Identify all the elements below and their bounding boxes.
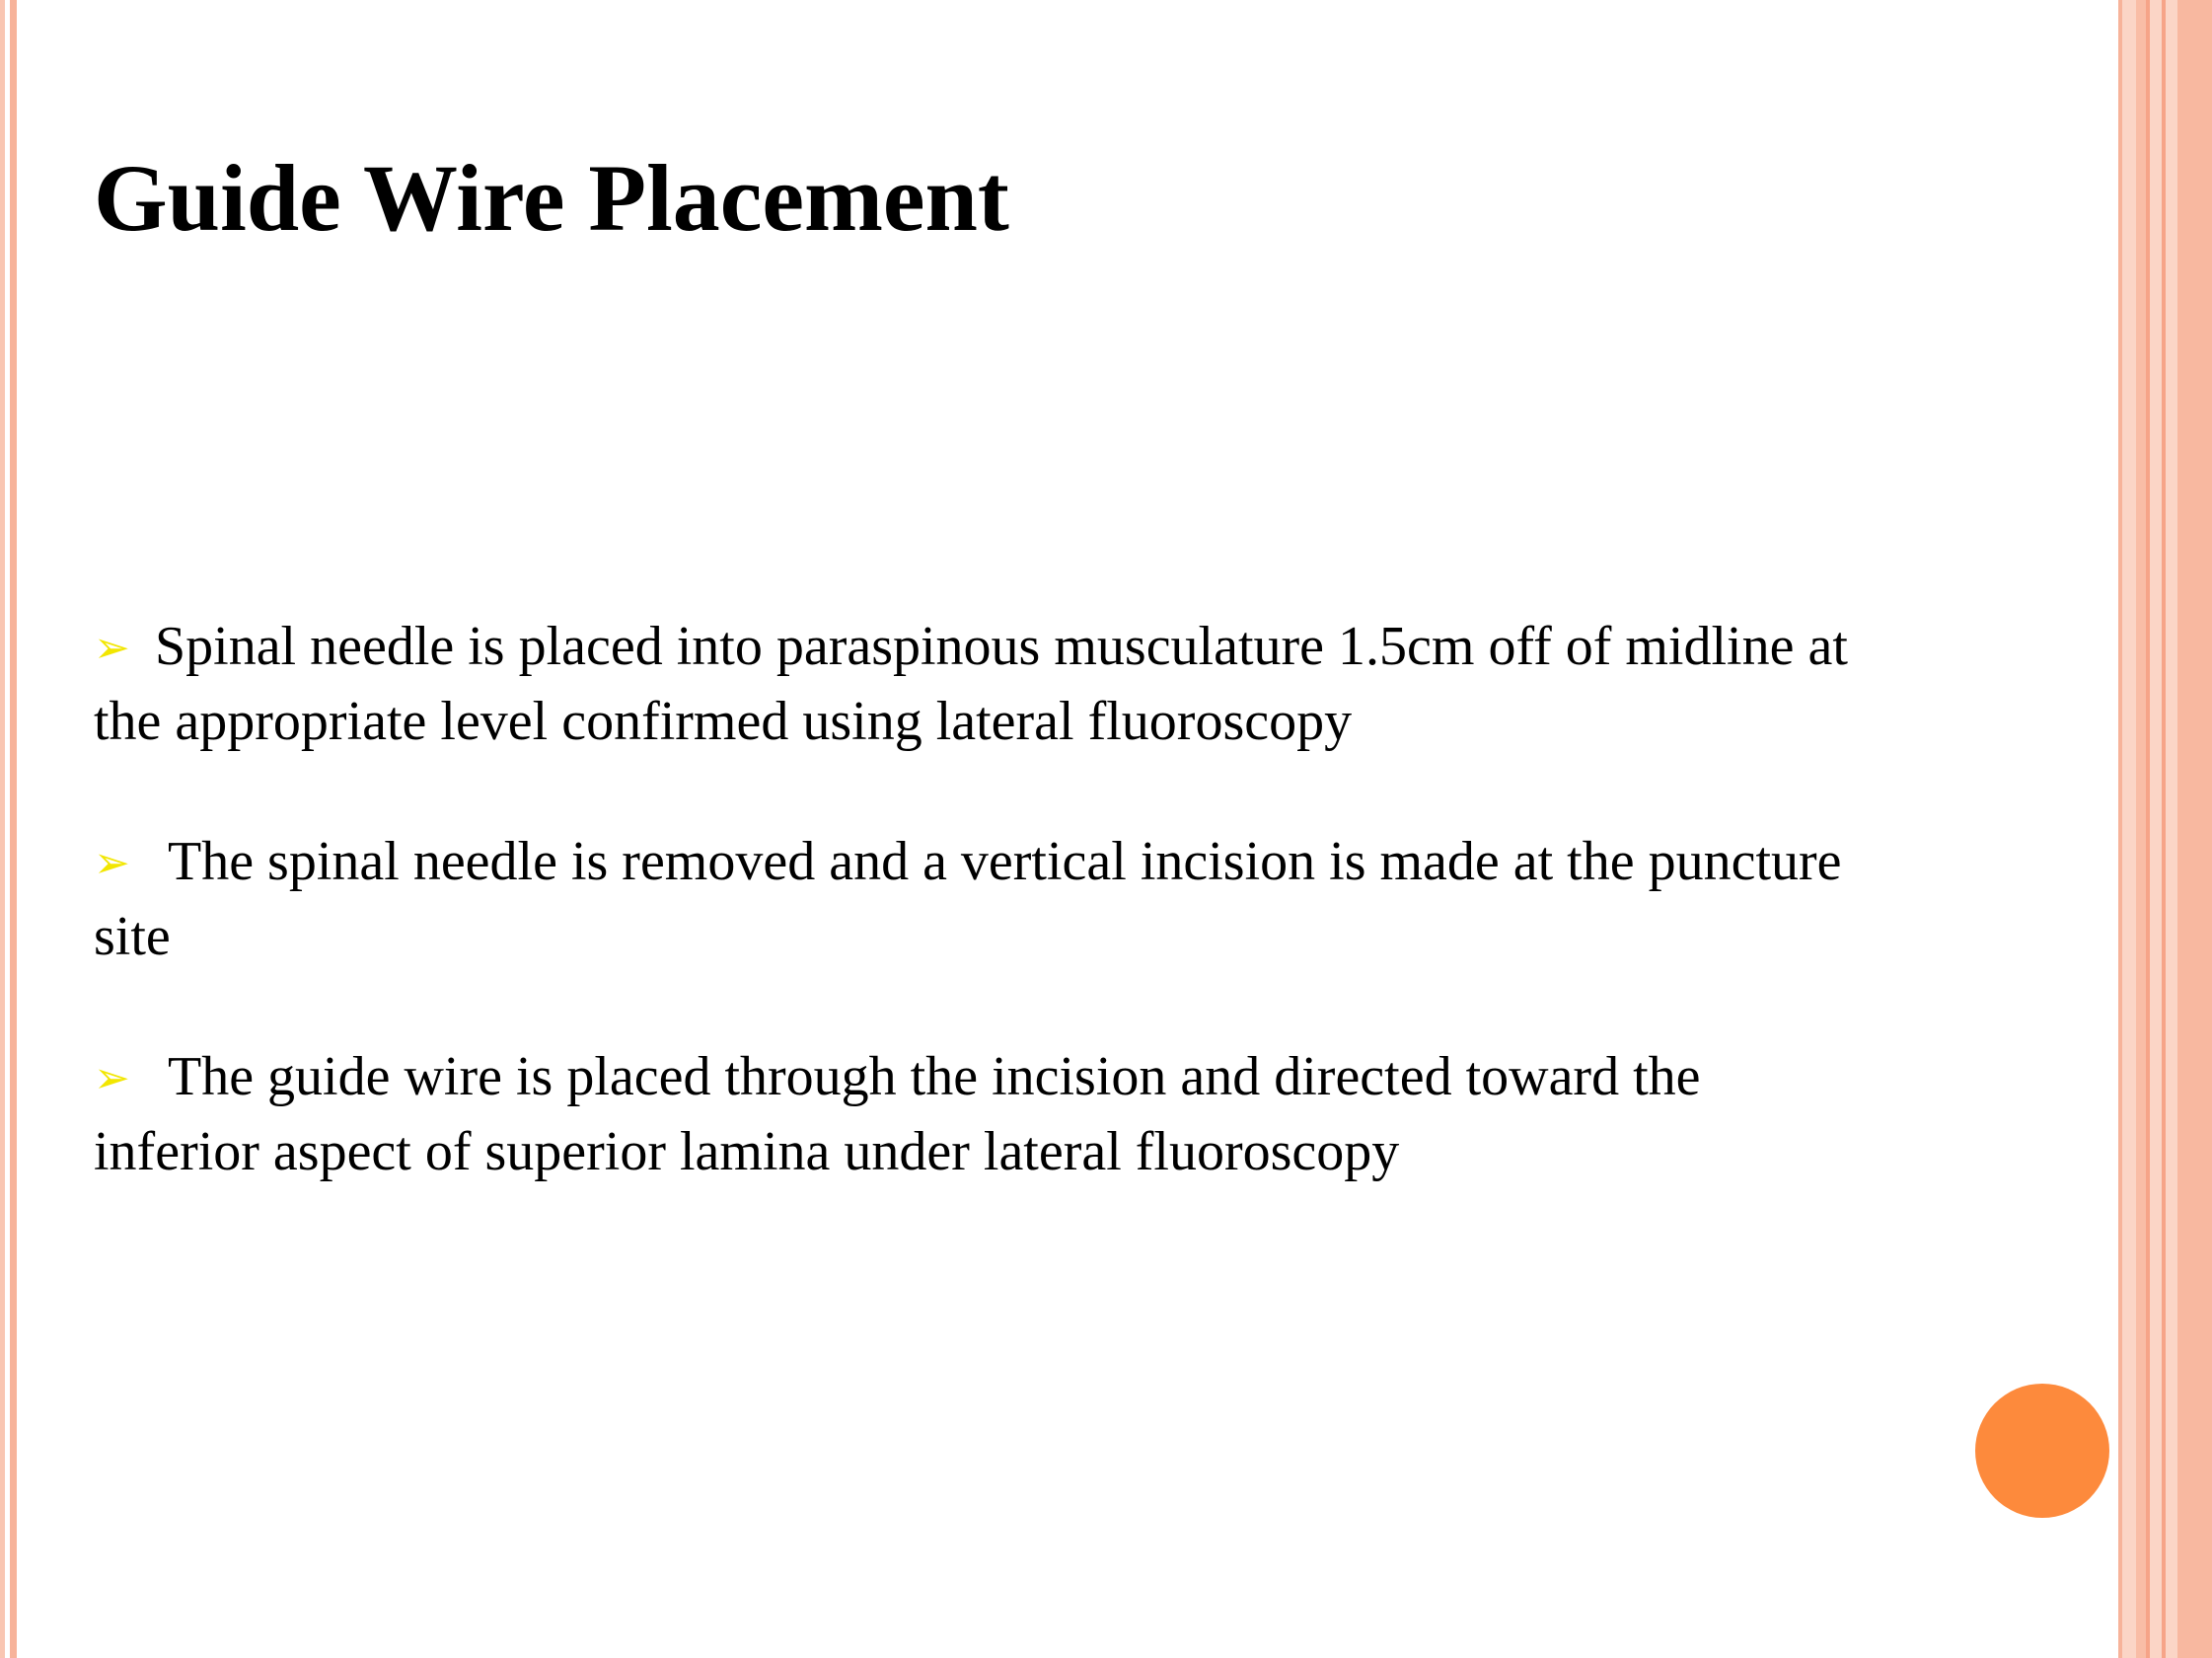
list-item	[94, 1040, 1870, 1189]
right-border-stripe	[2177, 0, 2212, 1658]
right-border-stripe	[2166, 0, 2177, 1658]
list-item	[94, 825, 1870, 974]
left-border-stripe	[0, 0, 5, 1658]
right-border-stripe	[2136, 0, 2146, 1658]
list-item	[94, 610, 1870, 759]
arrowhead-bullet-icon: ➢	[94, 1053, 130, 1103]
bullet-text: The guide wire is placed through the incision and directed toward the inferior aspect of superior lamina under lateral fluoroscopy	[94, 1046, 1701, 1182]
bullet-text: The spinal needle is removed and a vertical incision is made at the puncture site	[94, 831, 1842, 967]
bullet-text: Spinal needle is placed into paraspinous musculature 1.5cm off of midline at the appropriate level confirmed using lateral fluoroscopy	[94, 616, 1848, 752]
slide-title: Guide Wire Placement	[94, 145, 1009, 251]
left-border-stripe	[10, 0, 17, 1658]
arrowhead-bullet-icon: ➢	[94, 623, 130, 673]
arrowhead-bullet-icon: ➢	[94, 838, 130, 888]
right-border-stripe	[2122, 0, 2136, 1658]
bullet-list	[94, 610, 1870, 1189]
right-border-stripe	[2150, 0, 2162, 1658]
decorative-circle	[1975, 1384, 2109, 1518]
